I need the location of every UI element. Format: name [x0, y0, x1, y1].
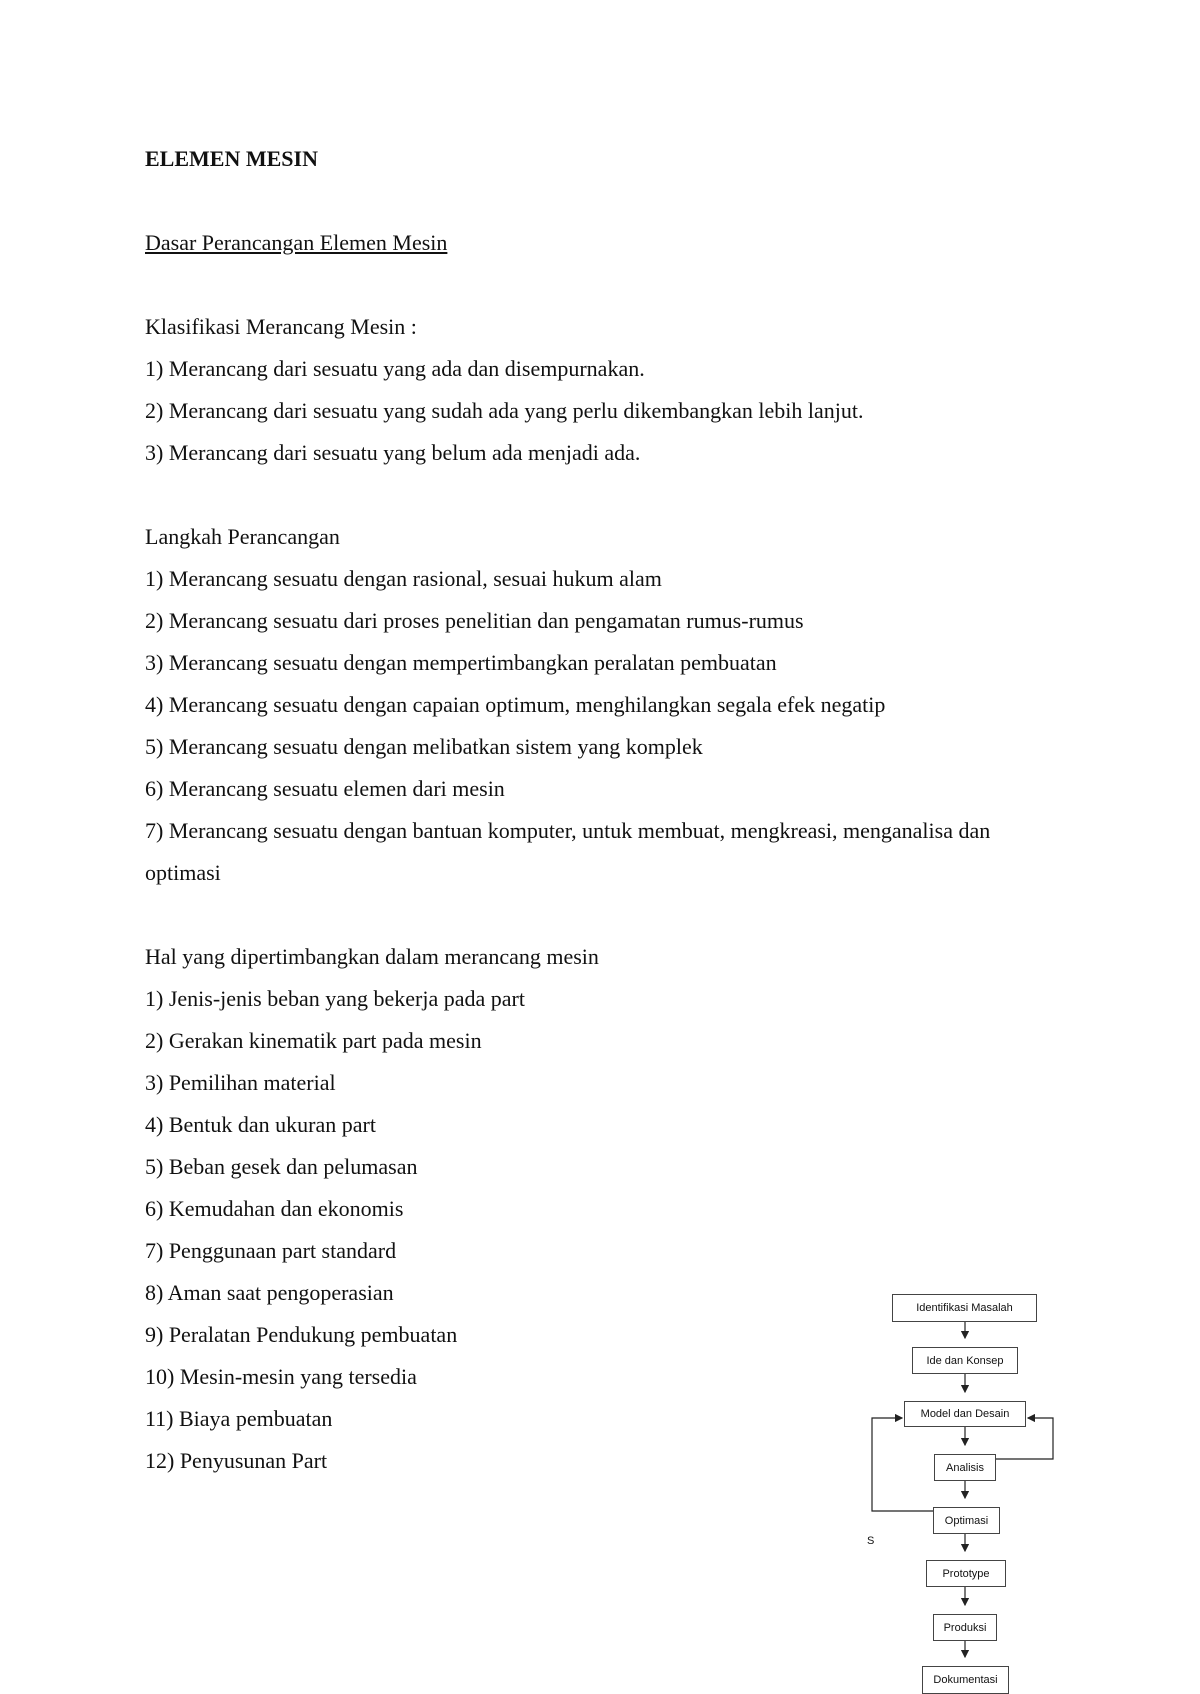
- flow-step: Ide dan Konsep: [912, 1347, 1018, 1374]
- list-item: 3) Merancang dari sesuatu yang belum ada menjadi ada.: [145, 440, 641, 465]
- flow-step: Model dan Desain: [904, 1401, 1026, 1427]
- spacer: [145, 180, 1065, 222]
- list-item: 10) Mesin-mesin yang tersedia: [145, 1364, 417, 1389]
- section-langkah: [145, 516, 1065, 894]
- flowchart-side-label: S: [867, 1535, 875, 1547]
- list-item: 2) Merancang sesuatu dari proses penelitian dan pengamatan rumus-rumus: [145, 608, 804, 633]
- list-item: 8) Aman saat pengoperasian: [145, 1280, 394, 1305]
- list-item: 4) Merancang sesuatu dengan capaian optimum, menghilangkan segala efek negatip: [145, 692, 886, 717]
- section-klasifikasi: [145, 306, 1065, 474]
- flow-step: Analisis: [934, 1454, 996, 1481]
- list-item: 9) Peralatan Pendukung pembuatan: [145, 1322, 458, 1347]
- flow-step: Optimasi: [933, 1507, 1000, 1534]
- list-item: 6) Kemudahan dan ekonomis: [145, 1196, 404, 1221]
- list-item: 12) Penyusunan Part: [145, 1448, 328, 1473]
- spacer: [145, 894, 1065, 936]
- list-item: 2) Gerakan kinematik part pada mesin: [145, 1028, 482, 1053]
- flow-step: Dokumentasi: [922, 1666, 1009, 1694]
- list-item: 5) Beban gesek dan pelumasan: [145, 1154, 418, 1179]
- list-item: 2) Merancang dari sesuatu yang sudah ada yang perlu dikembangkan lebih lanjut.: [145, 398, 864, 423]
- list-item: 6) Merancang sesuatu elemen dari mesin: [145, 776, 505, 801]
- list-item: 11) Biaya pembuatan: [145, 1406, 333, 1431]
- document-title: ELEMEN MESIN: [145, 146, 318, 171]
- list-item: 3) Pemilihan material: [145, 1070, 336, 1095]
- design-process-flowchart: [860, 1285, 1060, 1694]
- list-item: 7) Penggunaan part standard: [145, 1238, 397, 1263]
- section-heading: Klasifikasi Merancang Mesin :: [145, 314, 417, 339]
- section-heading: Hal yang dipertimbangkan dalam merancang mesin: [145, 944, 599, 969]
- feedback-optimasi-arrow: [872, 1418, 933, 1511]
- flow-step: Identifikasi Masalah: [892, 1294, 1037, 1322]
- list-item: 5) Merancang sesuatu dengan melibatkan sistem yang komplek: [145, 734, 703, 759]
- document-subtitle: Dasar Perancangan Elemen Mesin: [145, 230, 448, 255]
- list-item: 1) Jenis-jenis beban yang bekerja pada part: [145, 986, 525, 1011]
- list-item: 3) Merancang sesuatu dengan mempertimbangkan peralatan pembuatan: [145, 650, 777, 675]
- spacer: [145, 474, 1065, 516]
- spacer: [145, 264, 1065, 306]
- flow-step: Produksi: [933, 1614, 997, 1641]
- flow-step: Prototype: [926, 1560, 1006, 1587]
- list-item: 1) Merancang sesuatu dengan rasional, sesuai hukum alam: [145, 566, 662, 591]
- list-item: 1) Merancang dari sesuatu yang ada dan disempurnakan.: [145, 356, 645, 381]
- list-item: 7) Merancang sesuatu dengan bantuan komputer, untuk membuat, mengkreasi, menganalisa dan optimasi: [145, 818, 991, 885]
- list-item: 4) Bentuk dan ukuran part: [145, 1112, 376, 1137]
- document-body: [145, 138, 1065, 1482]
- section-heading: Langkah Perancangan: [145, 524, 340, 549]
